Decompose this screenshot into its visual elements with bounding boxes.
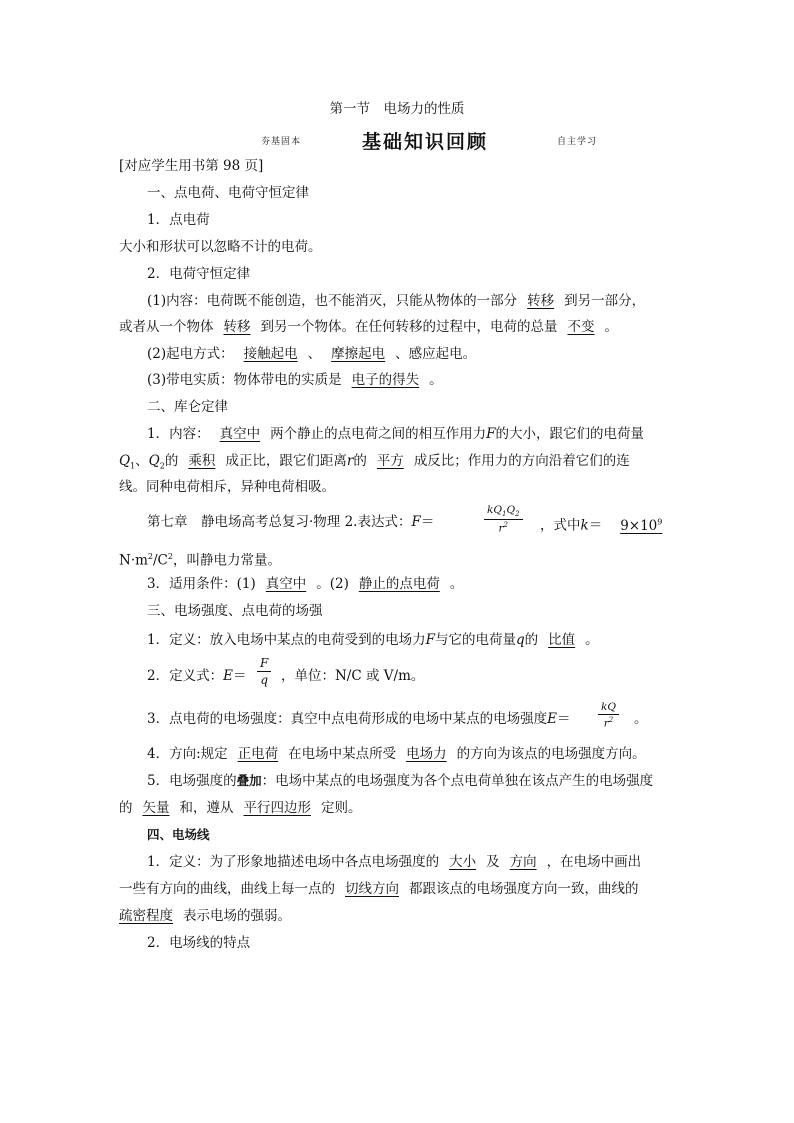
text: 都跟该点的电场强度方向一致，曲线的 bbox=[409, 881, 639, 897]
text: 或者从一个物体 bbox=[119, 319, 214, 335]
text: 成正比，跟它们距离 bbox=[225, 453, 347, 469]
answer-blank: 大小 bbox=[449, 854, 477, 870]
text: 的 bbox=[524, 632, 539, 648]
symbol-q: q bbox=[515, 632, 525, 648]
subscript: 1 bbox=[130, 461, 136, 471]
section-title: 第一节 电场力的性质 bbox=[329, 101, 465, 117]
text: (1)内容：电荷既不能创造，也不能消灭，只能从物体的一部分 bbox=[147, 293, 518, 309]
keyword: 叠加 bbox=[236, 773, 262, 788]
paragraph-field-lines-line-1 bbox=[147, 853, 641, 871]
paragraph-field-lines-line-2 bbox=[119, 880, 639, 898]
paragraph-coulomb-conditions bbox=[147, 575, 463, 593]
text: 的大小，跟它们的电荷量 bbox=[495, 426, 644, 442]
symbol-e: E bbox=[223, 668, 233, 684]
paragraph-field-definition bbox=[147, 631, 599, 649]
symbol-e: E bbox=[547, 711, 557, 727]
symbol-k: k bbox=[580, 517, 589, 534]
text: 2．定义式： bbox=[147, 668, 224, 684]
text: 4．方向:规定 bbox=[147, 746, 228, 762]
text: 。(2) bbox=[316, 576, 349, 592]
banner-title: 基础知识回顾 bbox=[362, 131, 489, 153]
answer-blank: 比值 bbox=[548, 632, 576, 648]
text: 的 bbox=[119, 800, 133, 816]
answer-blank: 疏密程度 bbox=[119, 908, 173, 924]
text: 表示电场的强弱。 bbox=[183, 908, 291, 924]
answer-blank: 摩擦起电 bbox=[331, 346, 386, 362]
text: r bbox=[498, 522, 504, 535]
text: 两个静止的点电荷之间的相互作用力 bbox=[270, 426, 487, 442]
answer-blank: 转移 bbox=[527, 293, 555, 309]
answer-blank: 接触起电 bbox=[243, 346, 298, 362]
subheading-field-line-features: 2．电场线的特点 bbox=[147, 935, 251, 951]
answer-blank: 正电荷 bbox=[237, 746, 279, 762]
coulomb-fraction bbox=[484, 504, 523, 535]
text: 。 bbox=[585, 632, 599, 648]
text: 。 bbox=[449, 576, 464, 592]
text: 一些有方向的曲线，曲线上每一点的 bbox=[119, 881, 335, 897]
banner-left-label: 夯基固本 bbox=[261, 137, 302, 147]
text: ，式中 bbox=[540, 517, 581, 534]
text: /C bbox=[153, 552, 168, 569]
superscript: 2 bbox=[608, 716, 614, 724]
paragraph-coulomb-units bbox=[119, 548, 281, 570]
paragraph-conservation-line-2 bbox=[119, 318, 618, 336]
superscript: 9 bbox=[657, 517, 663, 526]
text: 1．内容： bbox=[147, 426, 210, 442]
text: ，叫静电力常量。 bbox=[172, 552, 281, 569]
text: 的方向为该点的电场强度方向。 bbox=[456, 746, 646, 762]
text: 。 bbox=[604, 319, 618, 335]
symbol-f: F bbox=[411, 514, 421, 530]
paragraph-superposition-line-1 bbox=[147, 772, 653, 790]
book-reference: [对应学生用书第 98 页] bbox=[119, 158, 264, 174]
text: 定则。 bbox=[321, 800, 362, 816]
text: 及 bbox=[486, 854, 500, 870]
superscript: 2 bbox=[503, 521, 509, 530]
answer-blank: 转移 bbox=[223, 319, 251, 335]
text: ：电场中某点的电场强度为各个点电荷单独在该点产生的电场强度 bbox=[261, 773, 654, 789]
text: 高考总复习·物理 2.表达式： bbox=[241, 514, 412, 530]
text: 、感应起电。 bbox=[395, 346, 477, 362]
fraction-numerator: kQ bbox=[598, 701, 619, 715]
symbol-q: Q bbox=[148, 453, 160, 469]
text: ＝ bbox=[232, 668, 247, 684]
symbol-q: Q bbox=[119, 453, 131, 469]
paragraph-coulomb-line-2 bbox=[119, 452, 630, 476]
field-unit-text: ，单位：N/C 或 V/m。 bbox=[281, 668, 425, 684]
symbol-f: F bbox=[425, 632, 435, 648]
answer-blank: 真空中 bbox=[265, 576, 307, 592]
text: 成反比；作用力的方向沿着它们的连 bbox=[413, 453, 630, 469]
fraction-numerator: F bbox=[257, 656, 271, 672]
text: 的 bbox=[353, 453, 367, 469]
answer-blank: 切线方向 bbox=[345, 881, 399, 897]
fraction-numerator bbox=[484, 504, 523, 520]
subscript: 1 bbox=[501, 510, 507, 519]
paragraph-electrification-methods bbox=[147, 345, 476, 363]
heading-section-4 bbox=[147, 826, 210, 844]
paragraph-electrification-essence bbox=[147, 371, 443, 389]
text: 到另一个物体。在任何转移的过程中，电荷的总量 bbox=[260, 319, 558, 335]
coulomb-constant bbox=[540, 513, 668, 535]
text: ＝ bbox=[420, 514, 435, 530]
field-fraction bbox=[257, 656, 271, 687]
text: 到另一部分， bbox=[564, 293, 646, 309]
text: kQ bbox=[487, 504, 502, 516]
text: 、 bbox=[135, 453, 149, 469]
paragraph-coulomb-line-1 bbox=[147, 425, 644, 443]
fraction-denominator bbox=[484, 520, 523, 535]
heading-section-1: 一、点电荷、电荷守恒定律 bbox=[147, 185, 309, 201]
text: 的 bbox=[164, 453, 179, 469]
paragraph-point-charge: 大小和形状可以忽略不计的电荷。 bbox=[119, 239, 322, 255]
paragraph-point-charge-field bbox=[147, 710, 570, 728]
text: 、 bbox=[307, 346, 322, 362]
text: Q bbox=[506, 504, 516, 516]
subscript: 2 bbox=[159, 461, 165, 471]
text: 1．定义：为了形象地描述电场中各点电场强度的 bbox=[147, 854, 440, 870]
answer-blank: 平方 bbox=[376, 453, 404, 469]
subscript: 2 bbox=[515, 510, 520, 519]
text: r bbox=[603, 717, 609, 730]
text: (2)起电方式： bbox=[147, 346, 234, 362]
heading-text: 四、电场线 bbox=[147, 827, 210, 842]
answer-blank: 平行四边形 bbox=[243, 800, 311, 816]
text: 。 bbox=[429, 372, 443, 388]
text: ＝ bbox=[588, 517, 603, 534]
text: 3．适用条件：(1) bbox=[147, 576, 256, 592]
heading-section-3: 三、电场强度、点电荷的场强 bbox=[147, 603, 323, 619]
banner-right-label: 自主学习 bbox=[557, 137, 598, 147]
text: ，在电场中画出 bbox=[546, 854, 642, 870]
paragraph-coulomb-formula bbox=[147, 513, 434, 531]
subheading-point-charge: 1．点电荷 bbox=[147, 212, 210, 228]
text: (3)带电实质：物体带电的实质是 bbox=[147, 372, 342, 388]
period: 。 bbox=[634, 711, 648, 727]
paragraph-coulomb-line-3: 线。同种电荷相斥，异种电荷相吸。 bbox=[119, 479, 335, 495]
answer-blank: 真空中 bbox=[219, 426, 261, 442]
subheading-conservation: 2．电荷守恒定律 bbox=[147, 266, 251, 282]
answer-blank: 乘积 bbox=[188, 453, 216, 469]
chapter-footer-text: 第七章 静电场 bbox=[147, 514, 242, 530]
answer-blank: 矢量 bbox=[142, 800, 170, 816]
fraction-denominator bbox=[598, 715, 619, 730]
point-charge-fraction bbox=[598, 701, 619, 730]
paragraph-field-direction bbox=[147, 745, 646, 763]
answer-blank: 方向 bbox=[509, 854, 537, 870]
answer-blank: 不变 bbox=[567, 319, 595, 335]
text: 在电场中某点所受 bbox=[288, 746, 397, 762]
text: 5．电场强度的 bbox=[147, 773, 237, 789]
text: 9×10 bbox=[620, 517, 658, 534]
text: 与它的电荷量 bbox=[434, 632, 516, 648]
text: 1．定义：放入电场中某点的电荷受到的电场力 bbox=[147, 632, 426, 648]
paragraph-field-lines-line-3 bbox=[119, 907, 291, 925]
text: 和，遵从 bbox=[179, 800, 234, 816]
answer-blank bbox=[602, 518, 668, 534]
paragraph-field-formula bbox=[147, 667, 246, 685]
symbol-r: r bbox=[346, 453, 354, 469]
heading-section-2: 二、库仑定律 bbox=[147, 399, 228, 415]
text: ＝ bbox=[556, 711, 571, 727]
paragraph-superposition-line-2 bbox=[119, 799, 362, 817]
text: N·m bbox=[119, 552, 148, 569]
fraction-denominator: q bbox=[260, 673, 268, 687]
symbol-f: F bbox=[486, 426, 496, 442]
superscript: 2 bbox=[147, 552, 153, 561]
text: 3．点电荷的电场强度：真空中点电荷形成的电场中某点的电场强度 bbox=[147, 711, 548, 727]
paragraph-conservation-line-1 bbox=[147, 292, 645, 310]
answer-blank: 电子的得失 bbox=[351, 372, 420, 388]
superscript: 2 bbox=[167, 552, 173, 561]
answer-blank: 静止的点电荷 bbox=[358, 576, 440, 592]
answer-blank: 电场力 bbox=[406, 746, 447, 762]
